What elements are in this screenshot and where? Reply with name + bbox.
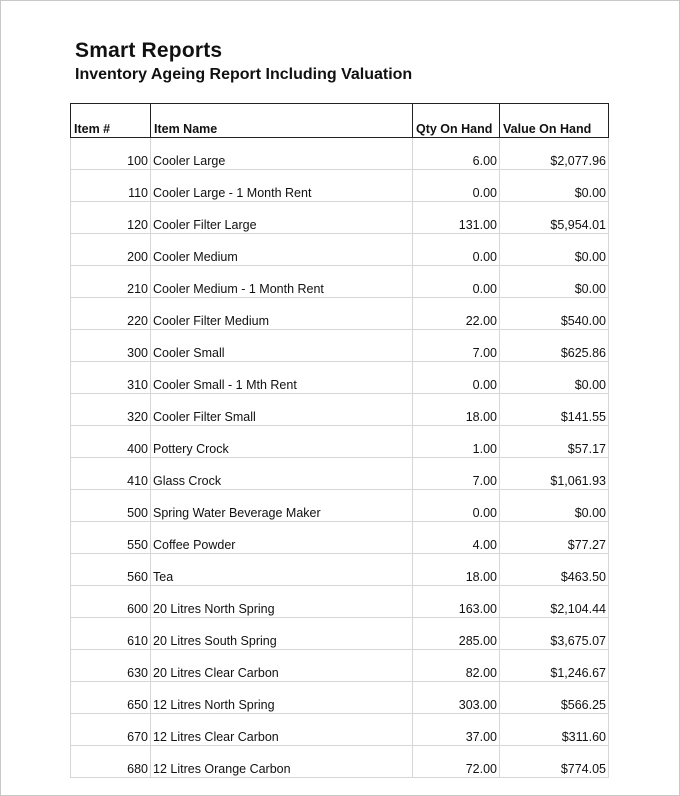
header-value-on-hand: Value On Hand: [500, 104, 609, 138]
cell-item-number: 680: [71, 746, 151, 778]
cell-qty-on-hand: 4.00: [413, 522, 500, 554]
cell-qty-on-hand: 7.00: [413, 458, 500, 490]
cell-item-number: 220: [71, 298, 151, 330]
cell-item-name: Tea: [151, 554, 413, 586]
cell-item-number: 600: [71, 586, 151, 618]
cell-item-number: 400: [71, 426, 151, 458]
table-row: [71, 458, 609, 490]
table-row: [71, 138, 609, 170]
cell-item-number: 210: [71, 266, 151, 298]
table-row: [71, 586, 609, 618]
cell-item-name: Pottery Crock: [151, 426, 413, 458]
cell-item-name: Cooler Large - 1 Month Rent: [151, 170, 413, 202]
table-row: [71, 170, 609, 202]
report-subtitle: Inventory Ageing Report Including Valuation: [75, 66, 413, 83]
cell-item-number: 120: [71, 202, 151, 234]
cell-item-number: 650: [71, 682, 151, 714]
cell-item-number: 410: [71, 458, 151, 490]
cell-value-on-hand: $566.25: [500, 682, 609, 714]
table-row: [71, 490, 609, 522]
cell-value-on-hand: $0.00: [500, 362, 609, 394]
cell-qty-on-hand: 163.00: [413, 586, 500, 618]
cell-item-name: 12 Litres Orange Carbon: [151, 746, 413, 778]
header-item-name: Item Name: [151, 104, 413, 138]
table-row: [71, 426, 609, 458]
table-row: [71, 650, 609, 682]
cell-item-name: Cooler Filter Large: [151, 202, 413, 234]
cell-item-name: Cooler Filter Small: [151, 394, 413, 426]
cell-value-on-hand: $0.00: [500, 490, 609, 522]
cell-item-number: 110: [71, 170, 151, 202]
table-row: [71, 202, 609, 234]
cell-item-number: 670: [71, 714, 151, 746]
table-row: [71, 330, 609, 362]
header-qty-on-hand: Qty On Hand: [413, 104, 500, 138]
cell-item-name: Cooler Small: [151, 330, 413, 362]
cell-item-name: Coffee Powder: [151, 522, 413, 554]
cell-value-on-hand: $5,954.01: [500, 202, 609, 234]
cell-item-number: 320: [71, 394, 151, 426]
cell-value-on-hand: $0.00: [500, 170, 609, 202]
cell-qty-on-hand: 303.00: [413, 682, 500, 714]
cell-value-on-hand: $625.86: [500, 330, 609, 362]
cell-qty-on-hand: 82.00: [413, 650, 500, 682]
table-row: [71, 746, 609, 778]
table-row: [71, 522, 609, 554]
cell-item-number: 200: [71, 234, 151, 266]
cell-value-on-hand: $3,675.07: [500, 618, 609, 650]
cell-qty-on-hand: 0.00: [413, 266, 500, 298]
cell-value-on-hand: $1,246.67: [500, 650, 609, 682]
cell-value-on-hand: $0.00: [500, 266, 609, 298]
cell-item-name: 20 Litres South Spring: [151, 618, 413, 650]
table-row: [71, 714, 609, 746]
table-header-row: [71, 104, 609, 138]
table-row: [71, 618, 609, 650]
cell-item-name: 12 Litres North Spring: [151, 682, 413, 714]
table-row: [71, 362, 609, 394]
cell-value-on-hand: $1,061.93: [500, 458, 609, 490]
table-body: [71, 138, 609, 778]
table-row: [71, 298, 609, 330]
cell-item-name: Cooler Small - 1 Mth Rent: [151, 362, 413, 394]
cell-qty-on-hand: 131.00: [413, 202, 500, 234]
cell-qty-on-hand: 18.00: [413, 394, 500, 426]
cell-item-name: Cooler Medium - 1 Month Rent: [151, 266, 413, 298]
cell-qty-on-hand: 18.00: [413, 554, 500, 586]
cell-value-on-hand: $77.27: [500, 522, 609, 554]
cell-item-number: 310: [71, 362, 151, 394]
cell-qty-on-hand: 22.00: [413, 298, 500, 330]
cell-value-on-hand: $311.60: [500, 714, 609, 746]
cell-item-name: Cooler Large: [151, 138, 413, 170]
cell-item-name: Cooler Filter Medium: [151, 298, 413, 330]
table-row: [71, 554, 609, 586]
cell-item-number: 610: [71, 618, 151, 650]
cell-qty-on-hand: 0.00: [413, 490, 500, 522]
cell-value-on-hand: $463.50: [500, 554, 609, 586]
cell-qty-on-hand: 0.00: [413, 234, 500, 266]
cell-value-on-hand: $0.00: [500, 234, 609, 266]
header-item-number: Item #: [71, 104, 151, 138]
cell-value-on-hand: $2,077.96: [500, 138, 609, 170]
cell-item-name: 12 Litres Clear Carbon: [151, 714, 413, 746]
cell-qty-on-hand: 7.00: [413, 330, 500, 362]
cell-value-on-hand: $57.17: [500, 426, 609, 458]
cell-qty-on-hand: 37.00: [413, 714, 500, 746]
cell-item-number: 500: [71, 490, 151, 522]
cell-item-name: Spring Water Beverage Maker: [151, 490, 413, 522]
table-row: [71, 394, 609, 426]
cell-value-on-hand: $774.05: [500, 746, 609, 778]
table-row: [71, 234, 609, 266]
cell-value-on-hand: $540.00: [500, 298, 609, 330]
cell-qty-on-hand: 0.00: [413, 362, 500, 394]
cell-item-name: 20 Litres Clear Carbon: [151, 650, 413, 682]
cell-item-name: Glass Crock: [151, 458, 413, 490]
cell-qty-on-hand: 6.00: [413, 138, 500, 170]
table-row: [71, 682, 609, 714]
table-row: [71, 266, 609, 298]
cell-qty-on-hand: 285.00: [413, 618, 500, 650]
cell-value-on-hand: $141.55: [500, 394, 609, 426]
cell-item-number: 100: [71, 138, 151, 170]
cell-item-number: 550: [71, 522, 151, 554]
cell-item-name: 20 Litres North Spring: [151, 586, 413, 618]
cell-qty-on-hand: 72.00: [413, 746, 500, 778]
report-title: Smart Reports: [75, 39, 223, 62]
inventory-table: [70, 103, 609, 778]
cell-value-on-hand: $2,104.44: [500, 586, 609, 618]
cell-item-number: 630: [71, 650, 151, 682]
cell-qty-on-hand: 1.00: [413, 426, 500, 458]
cell-qty-on-hand: 0.00: [413, 170, 500, 202]
cell-item-number: 560: [71, 554, 151, 586]
cell-item-number: 300: [71, 330, 151, 362]
cell-item-name: Cooler Medium: [151, 234, 413, 266]
